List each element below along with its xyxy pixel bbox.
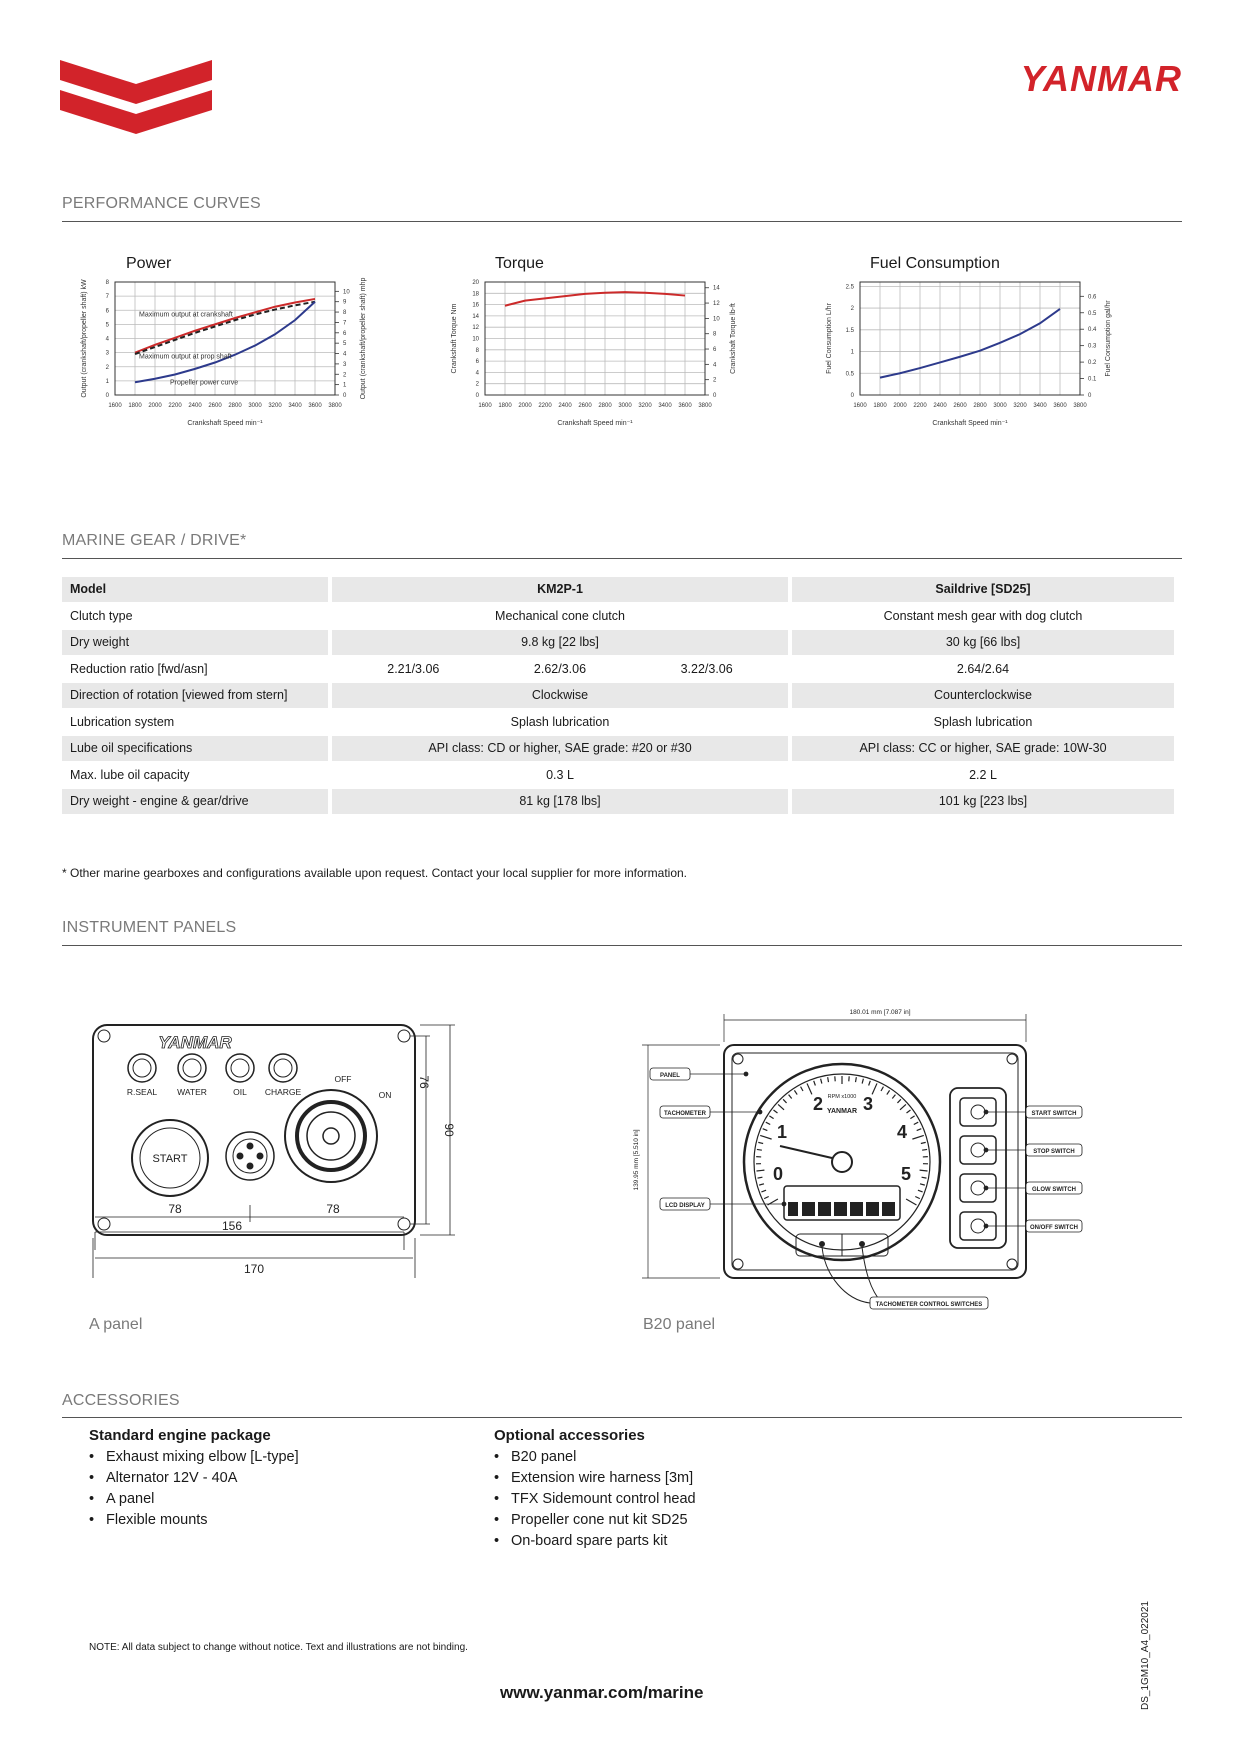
y-tick-label: 1.5 [845,327,854,334]
y2-tick-label: 0 [343,393,347,399]
y-tick-label: 14 [472,313,479,320]
y-tick-label: 2 [475,381,479,388]
dial-tick [922,1177,927,1178]
y2-tick-label: 0 [713,393,717,399]
dial-tick [789,1095,792,1099]
dial-tick [869,1081,871,1086]
chart-annotation: Propeller power curve [170,379,239,387]
x-tick-label: 2600 [578,403,592,409]
x-tick-label: 3400 [658,403,672,409]
x-tick-label: 3200 [638,403,652,409]
y2-tick-label: 10 [343,289,350,296]
b20-panel-drawing [620,1000,1180,1310]
y2-tick-label: 8 [343,310,347,317]
list-item: • Extension wire harness [3m] [494,1468,696,1489]
y-tick-label: 12 [472,325,479,332]
x-tick-label: 3200 [1013,403,1027,409]
dial-tick [821,1079,822,1084]
dial-tick [759,1184,764,1185]
row-saildrive-value: 2.64/2.64 [956,661,1010,676]
x-tick-label: 3200 [268,403,282,409]
key-on-label: ON [378,1090,392,1100]
divider [62,1417,1182,1418]
panels-title: INSTRUMENT PANELS [62,919,237,936]
table-row [62,789,1174,814]
y-tick-label: 1 [850,349,854,356]
dim-height: 90 [442,1123,456,1137]
dial-tick [887,1090,890,1094]
row-label: Max. lube oil capacity [70,767,190,782]
dim-left: 78 [168,1202,182,1216]
y-tick-label: 10 [472,336,479,343]
disclaimer-note: NOTE: All data subject to change without notice. Text and illustrations are not binding. [89,1642,468,1653]
dim-right: 78 [326,1202,340,1216]
y2-tick-label: 14 [713,285,720,292]
dial-tick [872,1083,877,1094]
document-code: DS_1GM10_A4_022021 [1140,1601,1151,1710]
dial-tick [766,1122,770,1124]
x-tick-label: 1800 [873,403,887,409]
y2-tick-label: 3 [343,361,347,368]
row-km2p-value: Mechanical cone clutch [495,608,625,623]
dial-tick [757,1149,762,1150]
x-tick-label: 3000 [248,403,262,409]
dial-tick [881,1087,883,1091]
dial-number: 1 [776,1122,788,1142]
callout-start-switch: START SWITCH [1031,1111,1077,1117]
y2-tick-label: 7 [343,320,347,327]
header-model: Model [62,577,328,602]
y2-tick-label: 4 [713,362,717,369]
dial-tick [773,1110,777,1113]
x-tick-label: 1600 [108,403,122,409]
y-tick-label: 4 [105,336,109,343]
y-tick-label: 5 [105,322,109,329]
dial-tick [910,1116,914,1119]
y2-tick-label: 0.3 [1088,343,1097,350]
dial-number: 3 [862,1094,874,1114]
y2-tick-label: 2 [343,372,347,379]
x-tick-label: 2600 [953,403,967,409]
row-saildrive-value: Constant mesh gear with dog clutch [883,608,1083,623]
x-tick-label: 3000 [618,403,632,409]
optional-accessories-title: Optional accessories [494,1427,645,1444]
divider [62,221,1182,222]
y-tick-label: 8 [105,280,109,286]
power-chart [80,270,420,485]
table-row [62,683,1174,708]
a-panel-caption: A panel [89,1316,143,1333]
y-tick-label: 7 [105,294,109,301]
x-tick-label: 3800 [1073,403,1087,409]
x-tick-label: 2000 [148,403,162,409]
dial-tick [778,1104,784,1109]
brand-wordmark: YANMAR [1020,58,1182,99]
y2-axis-label: Crankshaft Torque lb-ft [730,303,737,374]
dial-tick [920,1184,925,1185]
dial-tick [900,1104,906,1109]
y2-tick-label: 4 [343,351,347,358]
y2-tick-label: 0.5 [1088,310,1097,317]
y-tick-label: 6 [475,359,479,366]
y2-tick-label: 2 [713,377,717,384]
list-item: • On-board spare parts kit [494,1531,696,1552]
dial-tick [794,1090,797,1094]
y-tick-label: 18 [472,291,479,298]
dial-tick [907,1110,911,1113]
row-km2p-value: Splash lubrication [510,714,610,729]
row-label: Clutch type [70,608,133,623]
y-tick-label: 20 [472,280,479,286]
y2-tick-label: 6 [713,347,717,354]
dial-tick [915,1196,920,1198]
series-line [505,292,685,306]
ratio-value: 2.62/3.06 [533,661,587,676]
y-tick-label: 0 [850,393,854,399]
x-tick-label: 3800 [698,403,712,409]
y2-tick-label: 12 [713,301,720,308]
y-tick-label: 2 [850,306,854,313]
y2-axis-label: Fuel Consumption gal/hr [1105,300,1112,377]
gear-spec-table [58,575,1178,816]
row-saildrive-value: 2.2 L [969,767,997,782]
performance-title: PERFORMANCE CURVES [62,195,261,212]
fuel-chart [825,270,1165,485]
x-tick-label: 2400 [188,403,202,409]
dial-tick [758,1142,763,1143]
accessories-title: ACCESSORIES [62,1392,180,1409]
y-tick-label: 2.5 [845,284,854,291]
y-axis-label: Fuel Consumption L/hr [826,303,833,374]
y-tick-label: 1 [105,378,109,385]
dial-tick [807,1083,812,1094]
y2-tick-label: 0.1 [1088,376,1097,383]
power-chart-title: Power [126,255,172,272]
table-header-row [62,577,1174,602]
x-tick-label: 3600 [1053,403,1067,409]
dial-tick [897,1099,900,1103]
table-row [62,657,1174,682]
y2-tick-label: 9 [343,299,347,306]
y2-tick-label: 0.2 [1088,360,1097,367]
dial-tick [764,1196,769,1198]
row-label: Lubrication system [70,714,175,729]
list-item: • TFX Sidemount control head [494,1489,696,1510]
dial-tick [906,1199,916,1205]
y-axis-label: Output (crankshaft/propeller shaft) kW [81,279,88,398]
key-off-label: OFF [334,1074,352,1084]
dial-tick [814,1081,816,1086]
row-saildrive-value: 30 kg [66 lbs] [792,630,1174,655]
dial-tick [769,1116,773,1119]
fuel-chart-title: Fuel Consumption [870,255,1000,272]
x-tick-label: 3600 [678,403,692,409]
y-tick-label: 16 [472,302,479,309]
dial-tick [758,1177,763,1178]
y-tick-label: 4 [475,370,479,377]
row-label: Dry weight [62,630,328,655]
row-saildrive-value: Counterclockwise [792,683,1174,708]
lamp-label-rseal: R.SEAL [126,1087,158,1097]
dial-tick [914,1122,918,1124]
dial-number: 4 [896,1122,908,1142]
x-tick-label: 1600 [853,403,867,409]
dial-tick [783,1099,786,1103]
a-panel-drawing [80,1010,480,1300]
dial-number: 5 [900,1164,912,1184]
y-tick-label: 0 [105,393,109,399]
standard-package [89,1427,299,1531]
y-tick-label: 6 [105,308,109,315]
dim-inner-height: 76 [417,1075,431,1089]
callout-stop-switch: STOP SWITCH [1033,1149,1075,1155]
y2-tick-label: 0.4 [1088,327,1097,334]
dial-tick [756,1170,764,1171]
y2-tick-label: 0.6 [1088,294,1097,301]
list-item: • Propeller cone nut kit SD25 [494,1510,696,1531]
row-km2p-value [332,657,788,682]
x-tick-label: 2600 [208,403,222,409]
list-item: • B20 panel [494,1447,696,1468]
dial-tick [921,1142,926,1143]
x-tick-label: 1600 [478,403,492,409]
x-tick-label: 2800 [228,403,242,409]
yanmar-chevron-logo [60,60,212,140]
x-tick-label: 3400 [1033,403,1047,409]
table-row [62,630,1174,655]
y2-tick-label: 5 [343,341,347,348]
dial-tick [828,1077,829,1082]
callout-onoff-switch: ON/OFF SWITCH [1030,1225,1078,1231]
y-tick-label: 0.5 [845,371,854,378]
dial-brand: YANMAR [826,1108,858,1115]
dial-tick [892,1095,895,1099]
header-km2p: KM2P-1 [332,577,788,602]
x-tick-label: 3000 [993,403,1007,409]
row-saildrive-value: Splash lubrication [933,714,1033,729]
gear-title: MARINE GEAR / DRIVE* [62,532,247,549]
x-tick-label: 3800 [328,403,342,409]
row-km2p-value: Clockwise [332,683,788,708]
callout-tacho-control-switches: TACHOMETER CONTROL SWITCHES [875,1302,983,1308]
y-tick-label: 8 [475,347,479,354]
list-item: • Flexible mounts [89,1510,299,1531]
row-saildrive-value: 101 kg [223 lbs] [792,789,1174,814]
torque-chart [450,270,790,485]
ratio-value: 3.22/3.06 [680,661,733,676]
y-tick-label: 0 [475,393,479,399]
dial-tick [856,1077,857,1082]
x-tick-label: 1800 [128,403,142,409]
row-label: Reduction ratio [fwd/asn] [70,661,208,676]
x-tick-label: 3400 [288,403,302,409]
dial-tick [761,1190,766,1192]
torque-chart-title: Torque [495,255,544,272]
y2-tick-label: 1 [343,382,347,389]
lamp-label-water: WATER [177,1087,207,1097]
optional-accessories [494,1427,696,1552]
y2-axis-label: Output (crankshaft/propeller shaft) mhp [360,277,367,400]
x-tick-label: 2000 [893,403,907,409]
callout-tachometer: TACHOMETER [664,1111,706,1117]
row-km2p-value: API class: CD or higher, SAE grade: #20 or #30 [332,736,788,761]
table-row [62,736,1174,761]
footnote: * Other marine gearboxes and configurations available upon request. Contact your local supplier for more information. [62,866,688,880]
dim-total-width: 170 [243,1262,265,1276]
b20-height-dim: 139.95 mm [5.510 in] [633,1129,640,1191]
list-item: • Alternator 12V - 40A [89,1468,299,1489]
dial-tick [763,1129,768,1131]
start-button-label: START [152,1153,188,1165]
x-axis-label: Crankshaft Speed min⁻¹ [932,420,1008,427]
dial-number: 2 [812,1094,824,1114]
list-item: • A panel [89,1489,299,1510]
website-link[interactable]: www.yanmar.com/marine [500,1683,704,1702]
series-line [880,309,1060,378]
dim-inner-width: 156 [221,1219,243,1233]
x-tick-label: 2200 [538,403,552,409]
table-row [62,710,1174,735]
x-axis-label: Crankshaft Speed min⁻¹ [557,420,633,427]
dial-tick [801,1087,803,1091]
row-saildrive-value: API class: CC or higher, SAE grade: 10W-30 [792,736,1174,761]
y-axis-label: Crankshaft Torque Nm [451,303,458,374]
callout-glow-switch: GLOW SWITCH [1032,1187,1076,1193]
dial-rpm-label: RPM x1000 [827,1094,857,1100]
dial-tick [862,1079,863,1084]
x-tick-label: 2800 [973,403,987,409]
x-tick-label: 1800 [498,403,512,409]
x-tick-label: 2200 [913,403,927,409]
plot-frame [860,282,1080,395]
chart-annotation: Maximum output at crankshaft [139,311,233,319]
y2-tick-label: 6 [343,330,347,337]
row-km2p-value: 81 kg [178 lbs] [332,789,788,814]
b20-width-dim: 180.01 mm [7.087 in] [849,1009,911,1016]
table-row [62,763,1174,788]
lamp-label-oil: OIL [233,1087,247,1097]
y-tick-label: 3 [105,350,109,357]
dial-tick [922,1149,927,1150]
row-label: Direction of rotation [viewed from stern] [62,683,328,708]
divider [62,945,1182,946]
row-km2p-value: 9.8 kg [22 lbs] [332,630,788,655]
x-tick-label: 2000 [518,403,532,409]
dial-number: 0 [772,1164,784,1184]
row-label: Lube oil specifications [62,736,328,761]
standard-package-title: Standard engine package [89,1427,271,1444]
y-tick-label: 2 [105,364,109,371]
x-tick-label: 2400 [933,403,947,409]
x-axis-label: Crankshaft Speed min⁻¹ [187,420,263,427]
y2-tick-label: 0 [1088,393,1092,399]
header-saildrive: Saildrive [SD25] [792,577,1174,602]
table-row [62,604,1174,629]
divider [62,558,1182,559]
lamp-label-charge: CHARGE [264,1087,302,1097]
x-tick-label: 2800 [598,403,612,409]
row-km2p-value: 0.3 L [546,767,574,782]
x-tick-label: 2400 [558,403,572,409]
callout-panel: PANEL [660,1073,680,1079]
ratio-value: 2.21/3.06 [387,661,440,676]
a-panel-brand: YANMAR [158,1033,232,1052]
dial-tick [917,1129,922,1131]
dial-tick [920,1170,928,1171]
series-line [135,302,315,354]
b20-panel-caption: B20 panel [643,1316,716,1333]
y2-tick-label: 10 [713,316,720,323]
y2-tick-label: 8 [713,331,717,338]
list-item: • Exhaust mixing elbow [L-type] [89,1447,299,1468]
x-tick-label: 2200 [168,403,182,409]
callout-lcd-display: LCD DISPLAY [665,1203,705,1209]
chart-annotation: Maximum output at prop shaft [139,353,232,361]
dial-tick [918,1190,923,1192]
row-label: Dry weight - engine & gear/drive [62,789,328,814]
dial-tick [912,1135,923,1139]
dial-tick [760,1135,771,1139]
x-tick-label: 3600 [308,403,322,409]
